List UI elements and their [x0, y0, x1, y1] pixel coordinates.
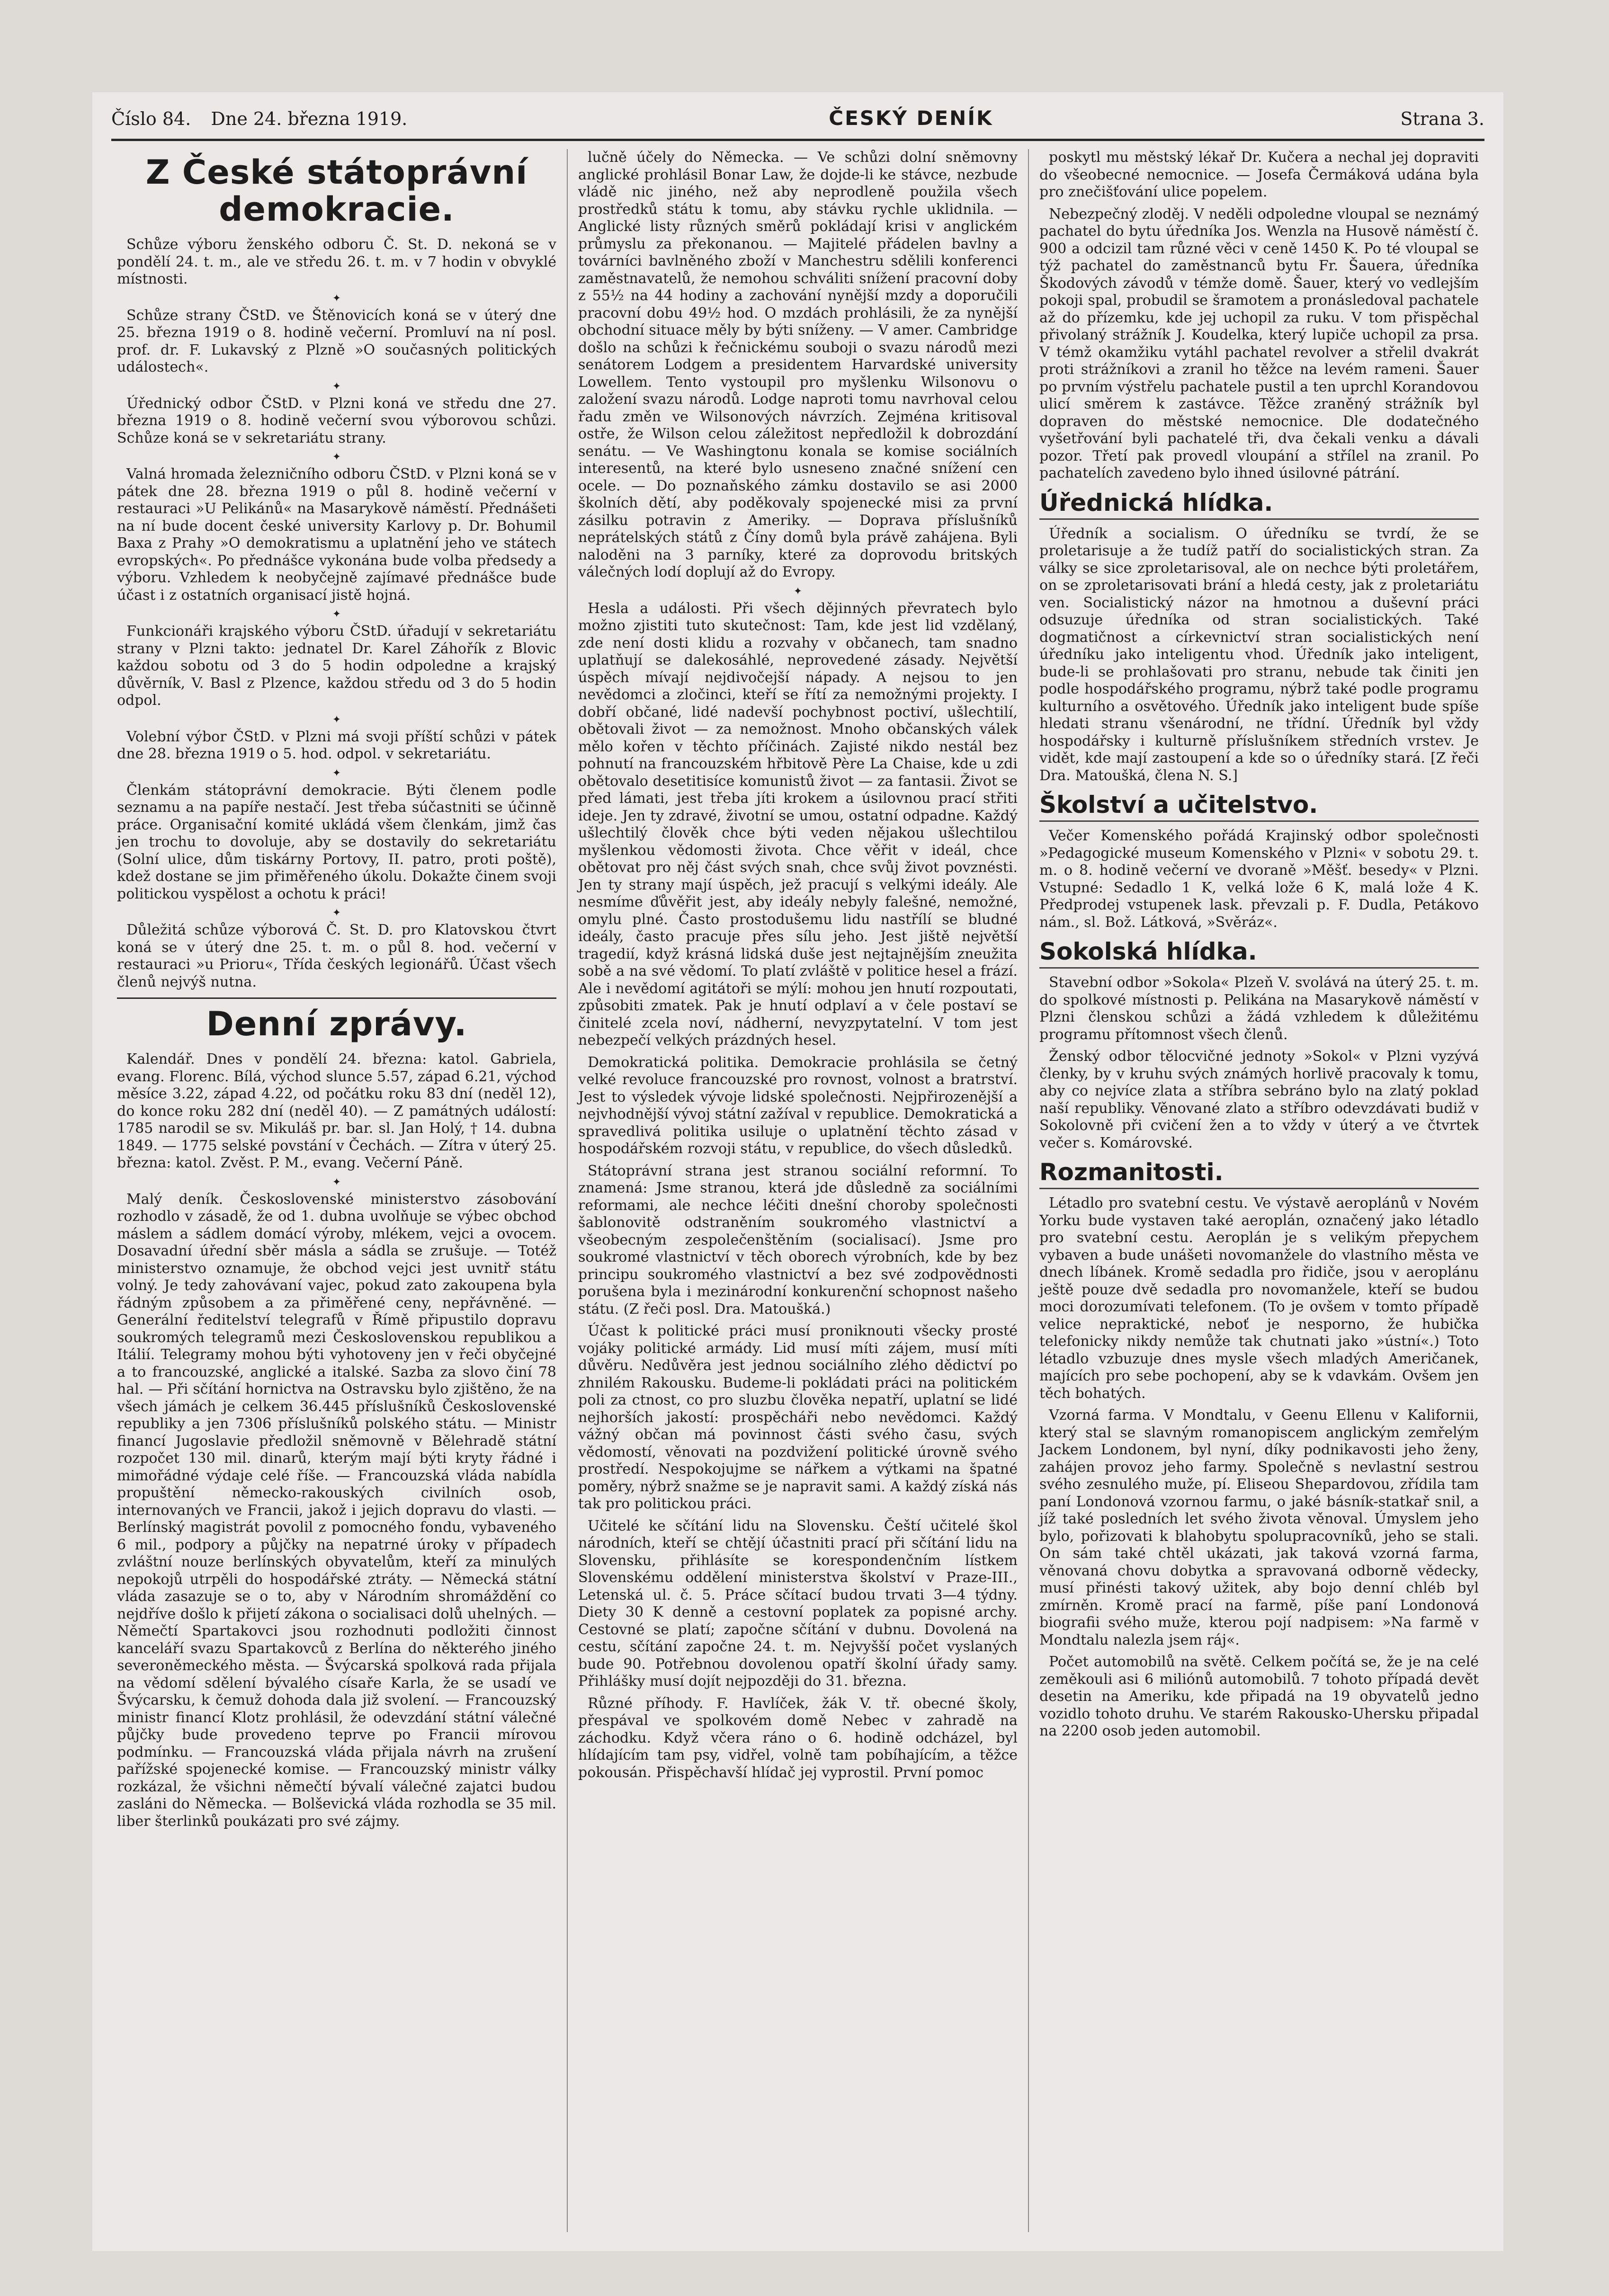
issue-info: [111, 108, 421, 129]
newspaper-title: ČESKÝ DENÍK: [829, 107, 993, 130]
separator-star-icon: ✦: [332, 292, 341, 304]
newspaper-page: [92, 92, 1503, 2251]
article: Stavební odbor »Sokola« Plzeň V. svolává na úterý 25. t. m. do spolkové místnosti p. Pelikána na Masarykově náměstí v Plzni členskou schůzi a žádá vzhledem k důležitému programu přítomnost všech členů.: [1039, 974, 1479, 1043]
article: Státoprávní strana jest stranou sociální reformní. To znamená: Jsme stranou, která jde důsledně za sociálními reformami, ale nechce léčiti dnešní choroby společnosti šablonovitě odstraněním soukromého vlastnictví a všeobecným zespolečenštěním (socialisací). Jsme pro soukromé vlastnictví v těch oborech výrobních, kde by bez principu soukromého vlastnictví a bez své zodpovědnosti porušena byla i mezinárodní konkurenční schopnost našeho státu. (Z řeči posl. Dra. Matoušká.): [578, 1162, 1018, 1317]
issue-date: Dne 24. března 1919.: [211, 108, 408, 129]
column-1: [107, 149, 568, 2232]
section-heading-democracy: Z České státoprávní demokracie.: [145, 153, 528, 229]
article: Učitelé ke sčítání lidu na Slovensku. Čeští učitelé škol národních, kteří se chtějí účastniti prací při sčítání lidu na Slovensku, přihlásíte se korespondenčním lístkem Slovenskému oddělení ministerstva školství v Praze-III., Letenská ul. č. 5. Práce sčítací budou trvati 3—4 týdny. Diety 30 K denně a cestovní poplatek za popisné archy. Cestovné se platí; započne sčítání v dubnu. Dovolená na cestu, sčítání započne 24. t. m. Nejvyšší počet vyslaných bude 90. Potřebnou dovolenou opatří školní úřady samy. Přihlášky musí dojít nejpozději do 31. března.: [578, 1517, 1018, 1690]
article: Vzorná farma. V Mondtalu, v Geenu Ellenu v Kalifornii, který stal se slavným romanopiscem anglickým zemřelým Jackem Londonem, byl nyní, díky podnikavosti jeho ženy, zahájen provoz jeho farmy. Společně s nevlastní sestrou svého zesnulého muže, pí. Eliseou Shepardovou, zřídila tam paní Londonová vzornou farmu, o jaké básník-statkař snil, a jíž také posledních let svého života věnoval. Úmyslem jeho bylo, pořizovati k blahobytu spolupracovníků, jeho se stali. On sám také chtěl ukázati, jak taková vzorná farma, věnovaná chovu dobytka a spravovaná odborně vědecky, musí přinésti takový užitek, aby bojo denní chléb byl zmírněn. Kromě prací na farmě, píše paní Londonová biografii svého muže, kterou pojí nadpisem: »Na farmě v Mondtalu nalezla jsem ráj«.: [1039, 1407, 1479, 1648]
article: Večer Komenského pořádá Krajinský odbor společnosti »Pedagogické museum Komenského v Plzni« v sobotu 29. t. m. o 8. hodině večerní ve dvoraně »Měšť. besedy« v Plzni. Vstupné: Sedadlo 1 K, velká lože 6 K, malá lože 4 K. Předprodej vstupenek lask. převzali p. F. Dudla, Petákovo nám., sl. Bož. Látková, »Svěráz«.: [1039, 828, 1479, 931]
article: Valná hromada železničního odboru ČStD. v Plzni koná se v pátek dne 28. března 1919 o půl 8. hodině večerní v restauraci »U Pelikánů« na Masarykově náměstí. Přednášeti na ní bude docent české university Karlovy p. Dr. Bohumil Baxa z Prahy »O demokratismu a uplatnění jeho ve státech evropských«. Po přednášce vykonána bude volba předsedy a výboru. Vzhledem k neobyčejně zajímavé přednášce bude účast i z ostatních organisací jistě hojná.: [117, 466, 556, 604]
separator-star-icon: ✦: [332, 608, 341, 620]
article: Volební výbor ČStD. v Plzni má svoji příští schůzi v pátek dne 28. března 1919 o 5. hod. odpol. v sekretariátu.: [117, 728, 556, 762]
issue-number: Číslo 84.: [111, 108, 191, 129]
article: poskytl mu městský lékař Dr. Kučera a nechal jej dopraviti do všeobecné nemocnice. — Josefa Čermáková udána byla pro znečišťování ulice popelem.: [1039, 149, 1479, 200]
article: Schůze strany ČStD. ve Štěnovicích koná se v úterý dne 25. března 1919 o 8. hodině večerní. Promluví na ní posl. prof. dr. F. Lukavský z Plzně »O současných politických událostech«.: [117, 307, 556, 375]
article: Kalendář. Dnes v pondělí 24. března: katol. Gabriela, evang. Florenc. Bílá, východ slunce 5.57, západ 6.21, východ měsíce 3.22, západ 4.22, od počátku roku 83 dní (neděl 12), do konce roku 282 dní (neděl 40). — Z památných událostí: 1785 narodil se sv. Mikuláš pr. bar. sl. Jan Holý, † 14. dubna 1849. — 1775 selské povstání v Čechách. — Zítra v úterý 25. března: katol. Zvěst. P. M., evang. Večerní Páně.: [117, 1051, 556, 1171]
article: Ženský odbor tělocvičné jednoty »Sokol« v Plzni vyzývá členky, by v kruhu svých známých horlivě pracovaly k tomu, aby co nejvíce zlata a stříbra sebráno bylo na zlatý poklad naší republiky. Věnované zlato a stříbro odevzdávati budiž v Sokolovně při cvičení žen a to vždy v úterý a ve čtvrtek večer s. Komárovské.: [1039, 1048, 1479, 1151]
column-2: [568, 149, 1029, 2232]
article: Schůze výboru ženského odboru Č. St. D. nekoná se v pondělí 24. t. m., ale ve středu 26. t. m. v 7 hodin v obvyklé místnosti.: [117, 236, 556, 287]
page-number: Strana 3.: [1400, 108, 1484, 129]
article: Úředník a socialism. O úředníku se tvrdí, že se proletarisuje a že tudíž patří do socialistických stran. Za války se sice zproletarisoval, ale on nechce býti proletářem, on se zproletarisovati brání a hledá cesty, jak z proletariátu ven. Socialistický názor na hmotnou a duševní práci odsuzuje úředníka od stran socialistických. Také dogmatičnost a církevnictví stran socialistických není úředníku jako inteligentu vhod. Úředník jako inteligent, bude-li se prohlašovati pro stranu, nebude tak činiti jen podle hospodářského programu, nýbrž také podle programu kulturního a osvětového. Úředník jako inteligent bude spíše hledati stranu všenárodní, ne třídní. Úředník byl vždy hospodářsky i kulturně příslušníkem středních vrstev. Je vidět, kde mají zastoupení a kde so o úředníky stará. [Z řeči Dra. Matoušká, člena N. S.]: [1039, 525, 1479, 784]
article: Létadlo pro svatební cestu. Ve výstavě aeroplánů v Novém Yorku bude vystaven také aeroplán, označený jako létadlo pro svatební cestu. Aeroplán je s velikým přepychem vybaven a bude unášeti novomanžele do vlastního města ve dnech líbánek. Kromě sedadla pro řidiče, jsou v aeroplánu ještě pouze dvě sedadla pro novomanžele, kteří se budou moci dorozumívati telefonem. (To je ovšem v tomto případě velice nepraktické, neboť je nesporno, že hubička telefonicky nikdy nemůže tak chutnati jako »ústní«.) Toto létadlo vzbuzuje dnes mysle všech mladých Američanek, majících pro sebe pochopení, aby se k vdavkám. Ovšem jen těch bohatých.: [1039, 1195, 1479, 1402]
article: Členkám státoprávní demokracie. Býti členem podle seznamu a na papíře nestačí. Jest třeba súčastniti se účinně práce. Organisační komité ukládá všem členkám, jimž čas jen trochu to dovoluje, aby se dostavily do sekretariátu (Solní ulice, dům tiskárny Portovy, II. patro, proti poště), kdež dostane se jim přiměřeného úkolu. Dokažte činem svoji politickou vyspělost a ochotu k práci!: [117, 782, 556, 902]
column-3: [1029, 149, 1489, 2232]
separator-star-icon: ✦: [332, 451, 341, 463]
section-heading-daily-news: Denní zprávy.: [206, 1005, 467, 1043]
article: Účast k politické práci musí proniknouti všecky prosté vojáky politické armády. Lid musí míti zájem, musí míti důvěru. Nedůvěra jest jednou sociálního zlého dědictví po zhnilém Rakousku. Budeme-li pokládati práci na politickém poli za ctnost, co pro sluzbu člověka nepatří, uplatní se lidé nejhorších jakostí: prospěcháři nebo nevědomci. Každý vážný občan má povinnost části svého času, svých vědomostí, věnovati na pozdvižení politické úrovně svého prostředí. Nespokojujme se nářkem a výtkami na špatné poměry, nýbrž snažme se je napravit sami. A každý získá nás tak pro politickou práci.: [578, 1323, 1018, 1512]
divider: [117, 997, 556, 999]
section-heading-schools: Školství a učitelstvo.: [1039, 791, 1479, 822]
section-heading-officials: Úřednická hlídka.: [1039, 489, 1479, 520]
article: Důležitá schůze výborová Č. St. D. pro Klatovskou čtvrt koná se v úterý dne 25. t. m. o půl 8. hod. večerní v restauraci »u Prioru«, Třída českých legionářů. Účast všech členů nejvýš nutna.: [117, 922, 556, 990]
article: Nebezpečný zloděj. V neděli odpoledne vloupal se neznámý pachatel do bytu úředníka Jos. Wenzla na Husově náměstí č. 900 a odcizil tam různé věci v ceně 1450 K. Po té vloupal se týž pachatel do zaměstnanců bytu Fr. Šauera, úředníka Škodových závodů v témže domě. Šauer, který vo vedlejším pokoji spal, probudil se šramotem a pronásledoval pachatele až do přízemku, kde jej uchopil za ruku. V tom přispěchal přivolaný strážník J. Koudelka, který lupiče uchopil za prsa. V témž okamžiku vytáhl pachatel revolver a střelil dvakrát proti strážníkovi a zranil ho těžce na levém rameni. Šauer po prvním výstřelu pachatele pustil a ten uprchl Korandovou ulicí směrem k zastávce. Těžce zraněný strážník byl dopraven do městské nemocnice. Dle dodatečného vyšetřování byli pachatelé tři, dva čekali venku a dávali pozor. Třetí pak provedl vloupání a střílel na zranil. Po pachatelích zavedeno bylo ihned úsilovné pátrání.: [1039, 205, 1479, 481]
article: Různé příhody. F. Havlíček, žák V. tř. obecné školy, přespával ve spolkovém domě Nebec v zahradě na záchodku. Když včera ráno o 6. hodině odcházel, byl hlídajícím tam psy, vidřel, volně tam pobíhajícím, a těžce pokousán. Přispěchavší hlídač jej vyprostil. První pomoc: [578, 1695, 1018, 1781]
article: Malý deník. Československé ministerstvo zásobování rozhodlo v zásadě, že od 1. dubna uvolňuje se výbec obchod máslem a sádlem domácí výroby, mlékem, vejci a ovocem. Dosavadní úřední sběr másla a sádla se zrušuje. — Totéž ministerstvo oznamuje, že obchod vejci jest uvnitř státu volný. Je tedy zahovávaní vajec, pokud zato zakoupena byla řádným způsobem a za přiměřené ceny, nepřávněné. — Generální ředitelství telegrafů v Římě připustilo dopravu soukromých telegramů mezi Československou republikou a Itálií. Telegramy mohou býti vyhotoveny jen v řeči obyčejné a to francouzské, anglické a italské. Sazba za slovo činí 78 hal. — Při sčítání hornictva na Ostravsku bylo zjištěno, že na všech jámách je celkem 36.445 příslušníků Československé republiky a jen 7306 příslušníků polského státu. — Ministr financí Jugoslavie předložil sněmovně v Bělehradě státní rozpočet 130 mil. dinarů, kterým mají býti kryty řádné i mimořádné výdaje celé říše. — Francouzská vláda nabídla propuštění německo-rakouských civilních osob, internovaných ve Francii, jakož i jejich dopravu do vlasti. — Berlínský magistrát povolil z pomocného fondu, vybaveného 6 mil., podpory a půjčky na nepatrné úroky v případech zvláštní nouze berlínských obyvatelům, kteří za minulých nepokojů utrpěli do hospodářské ztráty. — Německá státní vláda zasazuje se o to, aby v Národním shromáždění co nejdříve došlo k přijetí zákona o socialisaci dolů uhelných. — Němečtí Spartakovci jsou rozhodnuti podložiti činnost kanceláří svazu Spartakovců z Berlína do některého jiného severoněmeckého města. — Švýcarská spolková rada přijala na vědomí sdělení bývalého císaře Karla, že se usadí ve Švýcarsku, k čemuž dohoda dala již svolení. — Francouzský ministr financí Klotz prohlásil, že odevzdání státní válečné půjčky bude provedeno teprve po Francii mírovou podmínku. — Francouzská vláda přijala návrh na zrušení pařížské spojenecké komise. — Francouzský ministr války rozkázal, že všichni němečtí bývalí válečné zajatci budou zasláni do Německa. — Bolševická vláda rozhodla se 35 mil. liber šterlinků poukázati pro své zájmy.: [117, 1191, 556, 1830]
columns: [107, 149, 1489, 2232]
separator-star-icon: ✦: [332, 713, 341, 726]
article: Demokratická politika. Demokracie prohlásila se četný velké revoluce francouzské pro rovnost, volnost a bratrství. Jest to výsledek vývoje lidské společnosti. Nejpřirozenější a nejvhodnější vývoj státní zažíval v republice. Demokratická a spravedlivá politika usiluje o uplatnění těchto zásad v hospodářském rozvoji státu, v republice, do všech důsledků.: [578, 1054, 1018, 1157]
separator-star-icon: ✦: [793, 585, 803, 597]
article: Počet automobilů na světě. Celkem počítá se, že je na celé zeměkouli asi 6 miliónů automobilů. 7 tohoto případá devět desetin na Ameriku, kde připadá na 19 obyvatelů jedno vozidlo tohoto druhu. Ve starém Rakousko-Uhersku připadal na 2200 osob jeden automobil.: [1039, 1654, 1479, 1739]
separator-star-icon: ✦: [332, 380, 341, 392]
separator-star-icon: ✦: [332, 767, 341, 779]
article: lučně účely do Německa. — Ve schůzi dolní sněmovny anglické prohlásil Bonar Law, že dojde-li ke stávce, nezbude vládě nic jiného, než aby neprodleně použila všech prostředků státu k tomu, aby stávku rychle uklidnila. — Anglické listy různých směrů pokládají krisi v anglickém průmyslu za překonanou. — Majitelé přádelen bavlny a továrníci bavlněného zboží v Manchestru sdělili konferenci zaměstnavatelů, že nemohou schváliti snížení pracovní doby z 55½ na 44 hodiny a zachování nynější mzdy a doporučili pracovní dobu 49½ hod. O mzdách prohlásili, že za nynější obchodní situace měly by býti sníženy. — V amer. Cambridge došlo na schůzi k řečnickému souboji o svazu národů mezi senátorem Lodgem a presidentem Harvardské university Lowellem. Tento vystoupil pro myšlenku Wilsonovu o založení svazu národů. Lodge naproti tomu navrhoval celou řadu změn ve Wilsonových návrzích. Zejména kritisoval ostře, že Wilson celou záležitost nepředložil k dobrozdání senátu. — Ve Washingtonu konala se komise sociálních interesentů, na které bylo usneseno značné snížení cen ocele. — Do poznaňského zámku dostavilo se asi 2000 školních dětí, aby poděkovaly spojenecké misi za první zásilku potravin z Ameriky. — Doprava příslušníků neprátelských států z Číny domů byla právě zahájena. Byli naloděni na 3 parníky, které za doprovodu britských válečných lodí doplují až do Evropy.: [578, 149, 1018, 580]
article: Hesla a události. Při všech dějinných převratech bylo možno zjistiti tuto skutečnost: Tam, kde jest lid vzdělaný, zde není dosti klidu a rozvahy v občanech, tam snadno uplatňují se dalekosáhlé, neprovedené zásady. Největší úspěch mívají nejdivočejší nápady. A nejsou to jen nevědomci a zločinci, kteří se řítí za nemožnými projekty. I dobří občané, lidé nadevší pochybnost poctiví, ušlechtilí, obětovali život — za nemožnost. Mnoho občanských válek mělo kořen v těchto příčinách. Zajisté nikdo nestál bez pohnutí na francouzském hřbitově Père La Chaise, kde u zdi obětovalo desetitisíce komunistů život — za fantasii. Život se před lámati, jest třeba jíti krokem a úsilovnou prací střiti ideje. Jen ty zdravé, životní se umou, ostatní odpadne. Každý ušlechtilý člověk chce býti veden nějakou ušlechtilou myšlenkou vědomosti života. Chce věřit v ideál, chce obětovat pro něj část svých snah, chce svůj život povznésti. Jen ty strany mají úspěch, jež pracují s velkými ideály. Ale nesmíme ďůvěřit jest, aby ideály nebyly falešné, nemožné, omylu plné. Často prostodušemu lidu nastřílí se bludné ideály, často pracuje přes sílu jeho. Jest jiště největší tragedií, když krásná lidská duše jest nejtajnějším zneužita sobě a na své vědomí. To platí zvláště v politice hesel a frází. Ale i nevědomí agitátoři se mýlí: mohou jen hnutí rozpoutati, způsobiti zmatek. Pak je hnutí odplaví a v čele postaví se činitelé zcela noví, nádherní, nevyzpytatelní. V tom jest nebezpečí velkých prázdných hesel.: [578, 600, 1018, 1049]
separator-star-icon: ✦: [332, 907, 341, 919]
section-heading-miscellany: Rozmanitosti.: [1039, 1158, 1479, 1189]
page-header: [111, 107, 1484, 141]
article: Funkcionáři krajského výboru ČStD. úřadují v sekretariátu strany v Plzni takto: jednatel Dr. Karel Záhořík z Blovic každou sobotu od 3 do 5 hodin odpoledne a krajský důvěrník, V. Basl z Plzence, každou středu od 3 do 5 hodin odpol.: [117, 623, 556, 709]
separator-star-icon: ✦: [332, 1176, 341, 1188]
section-heading-sokol: Sokolská hlídka.: [1039, 938, 1479, 969]
article: Úřednický odbor ČStD. v Plzni koná ve středu dne 27. března 1919 o 8. hodině večerní svou výborovou schůzi. Schůze koná se v sekretariátu strany.: [117, 395, 556, 446]
